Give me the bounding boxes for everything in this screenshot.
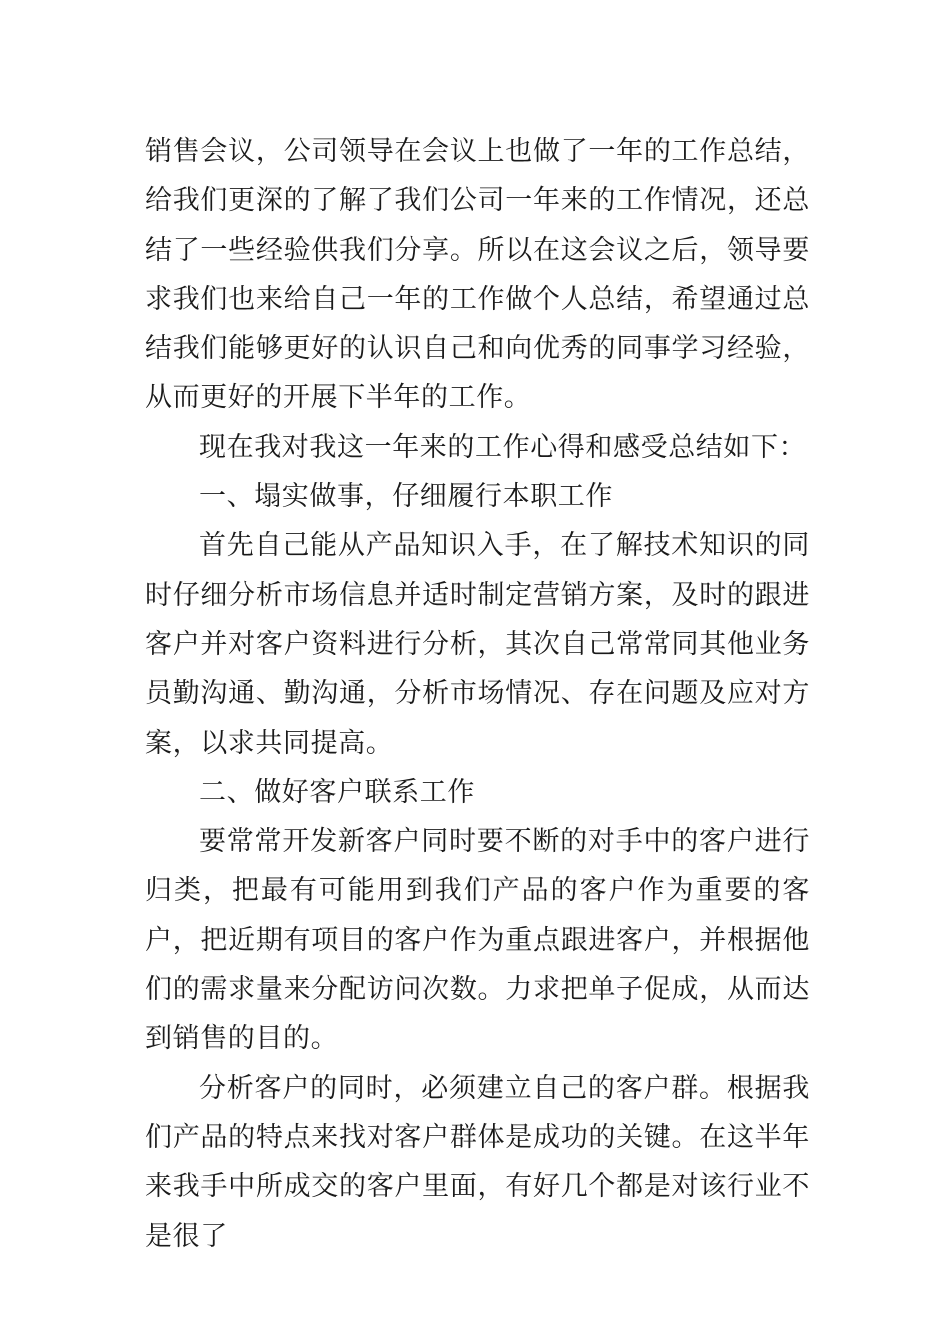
section-heading-1: 一、塌实做事，仔细履行本职工作 — [199, 481, 613, 513]
document-body — [145, 127, 810, 1261]
paragraph-4: 要常常开发新客户同时要不断的对手中的客户进行归类，把最有可能用到我们产品的客户作为重要的客户，把近期有项目的客户作为重点跟进客户，并根据他们的需求量来分配访问次数。力求把单子促成，从而达到销售的目的。 — [145, 826, 810, 1055]
paragraph-1: 销售会议，公司领导在会议上也做了一年的工作总结，给我们更深的了解了我们公司一年来的工作情况，还总结了一些经验供我们分享。所以在这会议之后，领导要求我们也来给自己一年的工作做个人总结，希望通过总结我们能够更好的认识自己和向优秀的同事学习经验，从而更好的开展下半年的工作。 — [145, 136, 810, 414]
paragraph-2: 现在我对我这一年来的工作心得和感受总结如下： — [199, 431, 807, 463]
paragraph-5: 分析客户的同时，必须建立自己的客户群。根据我们产品的特点来找对客户群体是成功的关键。在这半年来我手中所成交的客户里面，有好几个都是对该行业不是很了 — [145, 1072, 810, 1252]
section-heading-2: 二、做好客户联系工作 — [199, 776, 475, 808]
paragraph-3: 首先自己能从产品知识入手，在了解技术知识的同时仔细分析市场信息并适时制定营销方案，及时的跟进客户并对客户资料进行分析，其次自己常常同其他业务员勤沟通、勤沟通，分析市场情况、存在问题及应对方案，以求共同提高。 — [145, 530, 810, 759]
